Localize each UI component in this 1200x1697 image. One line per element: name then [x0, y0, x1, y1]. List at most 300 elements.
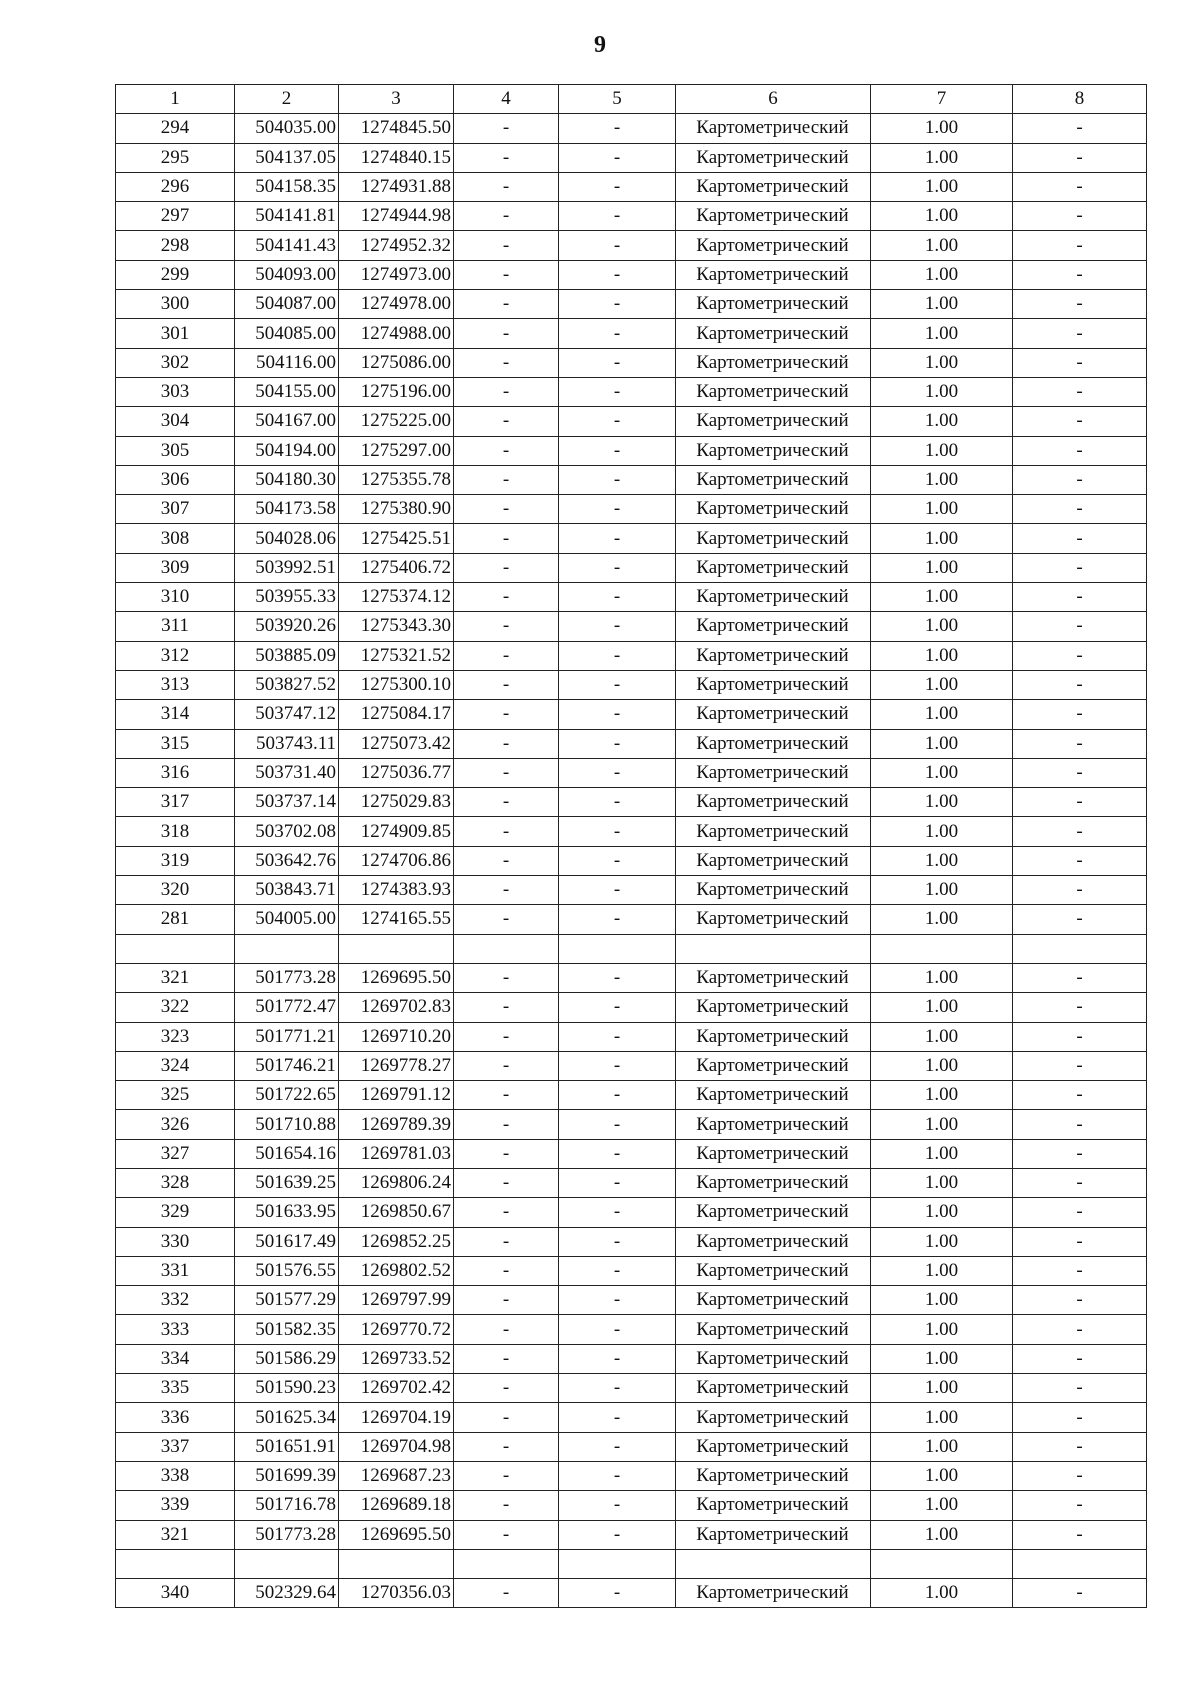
col-8-cell: - — [1013, 524, 1147, 553]
table-row — [116, 1461, 1147, 1490]
col-8-cell: - — [1013, 876, 1147, 905]
accuracy-cell: 1.00 — [871, 260, 1013, 289]
table-row — [116, 1139, 1147, 1168]
table-row — [116, 1315, 1147, 1344]
accuracy-cell: 1.00 — [871, 1344, 1013, 1373]
method-cell: Картометрический — [676, 114, 871, 143]
col-5-cell: - — [559, 963, 676, 992]
y-coordinate-cell: 1269695.50 — [339, 963, 454, 992]
y-coordinate-cell: 1275321.52 — [339, 641, 454, 670]
col-5-cell: - — [559, 1432, 676, 1461]
col-8-cell: - — [1013, 143, 1147, 172]
col-5-cell: - — [559, 290, 676, 319]
accuracy-cell: 1.00 — [871, 905, 1013, 934]
table-row — [116, 1081, 1147, 1110]
col-5-cell: - — [559, 495, 676, 524]
col-4-cell: - — [454, 143, 559, 172]
table-row — [116, 377, 1147, 406]
method-cell: Картометрический — [676, 963, 871, 992]
table-row — [116, 876, 1147, 905]
col-4-cell: - — [454, 729, 559, 758]
col-4-cell: - — [454, 788, 559, 817]
table-row — [116, 1344, 1147, 1373]
y-coordinate-cell: 1269689.18 — [339, 1491, 454, 1520]
col-4-cell: - — [454, 817, 559, 846]
col-8-cell: - — [1013, 1374, 1147, 1403]
point-number-cell: 296 — [116, 172, 235, 201]
x-coordinate-cell: 501716.78 — [235, 1491, 339, 1520]
col-4-cell — [454, 1549, 559, 1578]
y-coordinate-cell: 1274973.00 — [339, 260, 454, 289]
col-8-cell: - — [1013, 1403, 1147, 1432]
y-coordinate-cell: 1275380.90 — [339, 495, 454, 524]
y-coordinate-cell: 1275406.72 — [339, 553, 454, 582]
point-number-cell: 315 — [116, 729, 235, 758]
y-coordinate-cell: 1269802.52 — [339, 1256, 454, 1285]
col-8-cell: - — [1013, 1579, 1147, 1608]
col-5-cell: - — [559, 1579, 676, 1608]
y-coordinate-cell: 1269791.12 — [339, 1081, 454, 1110]
col-4-cell: - — [454, 905, 559, 934]
table-row — [116, 114, 1147, 143]
point-number-cell: 330 — [116, 1227, 235, 1256]
y-coordinate-cell: 1274952.32 — [339, 231, 454, 260]
y-coordinate-cell: 1269733.52 — [339, 1344, 454, 1373]
y-coordinate-cell: 1275425.51 — [339, 524, 454, 553]
col-8-cell: - — [1013, 641, 1147, 670]
x-coordinate-cell: 503743.11 — [235, 729, 339, 758]
col-4-cell: - — [454, 1256, 559, 1285]
table-row — [116, 817, 1147, 846]
method-cell: Картометрический — [676, 993, 871, 1022]
accuracy-cell: 1.00 — [871, 700, 1013, 729]
method-cell: Картометрический — [676, 1081, 871, 1110]
y-coordinate-cell: 1274988.00 — [339, 319, 454, 348]
col-5-cell: - — [559, 1198, 676, 1227]
point-number-cell: 329 — [116, 1198, 235, 1227]
col-8-cell: - — [1013, 1520, 1147, 1549]
table-row — [116, 670, 1147, 699]
col-5-cell: - — [559, 143, 676, 172]
point-number-cell: 326 — [116, 1110, 235, 1139]
col-8-cell: - — [1013, 1432, 1147, 1461]
col-5-cell: - — [559, 114, 676, 143]
method-cell: Картометрический — [676, 1139, 871, 1168]
col-5-cell: - — [559, 876, 676, 905]
point-number-cell: 323 — [116, 1022, 235, 1051]
x-coordinate-cell: 501639.25 — [235, 1168, 339, 1197]
col-5-cell: - — [559, 612, 676, 641]
col-4-cell — [454, 934, 559, 963]
point-number-cell: 298 — [116, 231, 235, 260]
accuracy-cell: 1.00 — [871, 729, 1013, 758]
accuracy-cell: 1.00 — [871, 846, 1013, 875]
point-number-cell: 312 — [116, 641, 235, 670]
y-coordinate-cell: 1274909.85 — [339, 817, 454, 846]
col-4-cell: - — [454, 172, 559, 201]
col-8-cell: - — [1013, 963, 1147, 992]
table-row — [116, 700, 1147, 729]
point-number-cell: 300 — [116, 290, 235, 319]
col-8-cell: - — [1013, 700, 1147, 729]
accuracy-cell: 1.00 — [871, 758, 1013, 787]
col-5-cell: - — [559, 846, 676, 875]
method-cell: Картометрический — [676, 758, 871, 787]
point-number-cell: 320 — [116, 876, 235, 905]
point-number-cell: 309 — [116, 553, 235, 582]
table-row — [116, 1256, 1147, 1285]
col-8-cell: - — [1013, 1227, 1147, 1256]
col-4-cell: - — [454, 1403, 559, 1432]
accuracy-cell: 1.00 — [871, 231, 1013, 260]
point-number-cell: 321 — [116, 963, 235, 992]
col-8-cell: - — [1013, 1198, 1147, 1227]
col-8-cell: - — [1013, 260, 1147, 289]
col-8-cell: - — [1013, 172, 1147, 201]
y-coordinate-cell: 1269778.27 — [339, 1051, 454, 1080]
method-cell: Картометрический — [676, 202, 871, 231]
method-cell: Картометрический — [676, 846, 871, 875]
col-8-cell: - — [1013, 114, 1147, 143]
x-coordinate-cell: 504028.06 — [235, 524, 339, 553]
col-4-cell: - — [454, 231, 559, 260]
accuracy-cell — [871, 1549, 1013, 1578]
y-coordinate-cell: 1275036.77 — [339, 758, 454, 787]
y-coordinate-cell: 1274944.98 — [339, 202, 454, 231]
col-8-cell: - — [1013, 202, 1147, 231]
y-coordinate-cell: 1275355.78 — [339, 465, 454, 494]
col-4-cell: - — [454, 1051, 559, 1080]
method-cell — [676, 1549, 871, 1578]
x-coordinate-cell: 504155.00 — [235, 377, 339, 406]
accuracy-cell: 1.00 — [871, 612, 1013, 641]
col-4-cell: - — [454, 1491, 559, 1520]
accuracy-cell: 1.00 — [871, 583, 1013, 612]
table-row — [116, 407, 1147, 436]
method-cell: Картометрический — [676, 612, 871, 641]
point-number-cell: 294 — [116, 114, 235, 143]
x-coordinate-cell: 504141.81 — [235, 202, 339, 231]
col-5-cell: - — [559, 377, 676, 406]
table-row — [116, 641, 1147, 670]
y-coordinate-cell: 1269695.50 — [339, 1520, 454, 1549]
column-header: 5 — [559, 85, 676, 114]
x-coordinate-cell: 503747.12 — [235, 700, 339, 729]
col-8-cell: - — [1013, 1051, 1147, 1080]
point-number-cell: 297 — [116, 202, 235, 231]
col-4-cell: - — [454, 993, 559, 1022]
col-8-cell: - — [1013, 1110, 1147, 1139]
col-5-cell: - — [559, 1286, 676, 1315]
y-coordinate-cell: 1270356.03 — [339, 1579, 454, 1608]
x-coordinate-cell — [235, 934, 339, 963]
point-number-cell: 322 — [116, 993, 235, 1022]
method-cell: Картометрический — [676, 553, 871, 582]
point-number-cell: 313 — [116, 670, 235, 699]
method-cell: Картометрический — [676, 495, 871, 524]
table-row — [116, 260, 1147, 289]
col-4-cell: - — [454, 1315, 559, 1344]
table-row — [116, 846, 1147, 875]
point-number-cell: 311 — [116, 612, 235, 641]
y-coordinate-cell: 1269781.03 — [339, 1139, 454, 1168]
method-cell: Картометрический — [676, 729, 871, 758]
col-4-cell: - — [454, 290, 559, 319]
y-coordinate-cell: 1275343.30 — [339, 612, 454, 641]
method-cell: Картометрический — [676, 1110, 871, 1139]
col-4-cell: - — [454, 963, 559, 992]
col-8-cell: - — [1013, 465, 1147, 494]
col-5-cell: - — [559, 319, 676, 348]
table-row — [116, 1051, 1147, 1080]
col-5-cell: - — [559, 641, 676, 670]
accuracy-cell: 1.00 — [871, 1198, 1013, 1227]
table-row — [116, 436, 1147, 465]
accuracy-cell: 1.00 — [871, 1227, 1013, 1256]
y-coordinate-cell: 1269806.24 — [339, 1168, 454, 1197]
table-row — [116, 1022, 1147, 1051]
col-4-cell: - — [454, 1081, 559, 1110]
point-number-cell — [116, 1549, 235, 1578]
accuracy-cell: 1.00 — [871, 319, 1013, 348]
table-row — [116, 1198, 1147, 1227]
table-row — [116, 319, 1147, 348]
col-4-cell: - — [454, 553, 559, 582]
method-cell: Картометрический — [676, 1344, 871, 1373]
accuracy-cell: 1.00 — [871, 1139, 1013, 1168]
table-row — [116, 1520, 1147, 1549]
y-coordinate-cell: 1269789.39 — [339, 1110, 454, 1139]
method-cell: Картометрический — [676, 641, 871, 670]
x-coordinate-cell: 504173.58 — [235, 495, 339, 524]
point-number-cell: 304 — [116, 407, 235, 436]
col-4-cell: - — [454, 1227, 559, 1256]
method-cell: Картометрический — [676, 524, 871, 553]
accuracy-cell: 1.00 — [871, 143, 1013, 172]
y-coordinate-cell: 1274840.15 — [339, 143, 454, 172]
col-5-cell: - — [559, 729, 676, 758]
col-8-cell: - — [1013, 377, 1147, 406]
table-row — [116, 963, 1147, 992]
col-5-cell: - — [559, 202, 676, 231]
x-coordinate-cell: 501577.29 — [235, 1286, 339, 1315]
col-8-cell — [1013, 934, 1147, 963]
page-number: 9 — [594, 32, 606, 58]
point-number-cell: 333 — [116, 1315, 235, 1344]
accuracy-cell: 1.00 — [871, 1022, 1013, 1051]
x-coordinate-cell: 501576.55 — [235, 1256, 339, 1285]
col-5-cell: - — [559, 1081, 676, 1110]
x-coordinate-cell: 501651.91 — [235, 1432, 339, 1461]
accuracy-cell: 1.00 — [871, 1081, 1013, 1110]
col-8-cell: - — [1013, 1344, 1147, 1373]
x-coordinate-cell: 501590.23 — [235, 1374, 339, 1403]
col-4-cell: - — [454, 495, 559, 524]
table-row — [116, 290, 1147, 319]
table-row — [116, 758, 1147, 787]
accuracy-cell: 1.00 — [871, 963, 1013, 992]
x-coordinate-cell: 504087.00 — [235, 290, 339, 319]
method-cell: Картометрический — [676, 700, 871, 729]
y-coordinate-cell: 1269702.42 — [339, 1374, 454, 1403]
col-5-cell: - — [559, 670, 676, 699]
accuracy-cell: 1.00 — [871, 876, 1013, 905]
point-number-cell: 327 — [116, 1139, 235, 1168]
x-coordinate-cell: 501772.47 — [235, 993, 339, 1022]
col-8-cell: - — [1013, 495, 1147, 524]
column-header: 7 — [871, 85, 1013, 114]
y-coordinate-cell: 1274978.00 — [339, 290, 454, 319]
point-number-cell: 295 — [116, 143, 235, 172]
accuracy-cell: 1.00 — [871, 436, 1013, 465]
accuracy-cell: 1.00 — [871, 202, 1013, 231]
method-cell: Картометрический — [676, 231, 871, 260]
method-cell: Картометрический — [676, 817, 871, 846]
y-coordinate-cell: 1269710.20 — [339, 1022, 454, 1051]
col-4-cell: - — [454, 1110, 559, 1139]
col-5-cell: - — [559, 231, 676, 260]
col-5-cell: - — [559, 1403, 676, 1432]
method-cell: Картометрический — [676, 1168, 871, 1197]
point-number-cell: 314 — [116, 700, 235, 729]
accuracy-cell: 1.00 — [871, 524, 1013, 553]
col-8-cell: - — [1013, 407, 1147, 436]
x-coordinate-cell: 504085.00 — [235, 319, 339, 348]
col-8-cell: - — [1013, 788, 1147, 817]
x-coordinate-cell: 502329.64 — [235, 1579, 339, 1608]
x-coordinate-cell: 501746.21 — [235, 1051, 339, 1080]
point-number-cell: 335 — [116, 1374, 235, 1403]
method-cell: Картометрический — [676, 348, 871, 377]
method-cell: Картометрический — [676, 407, 871, 436]
col-8-cell: - — [1013, 846, 1147, 875]
point-number-cell: 307 — [116, 495, 235, 524]
col-8-cell: - — [1013, 436, 1147, 465]
table-row — [116, 993, 1147, 1022]
y-coordinate-cell: 1275084.17 — [339, 700, 454, 729]
col-5-cell: - — [559, 1168, 676, 1197]
y-coordinate-cell: 1275225.00 — [339, 407, 454, 436]
accuracy-cell: 1.00 — [871, 1461, 1013, 1490]
col-8-cell: - — [1013, 758, 1147, 787]
accuracy-cell: 1.00 — [871, 1051, 1013, 1080]
col-5-cell — [559, 1549, 676, 1578]
col-4-cell: - — [454, 1344, 559, 1373]
accuracy-cell: 1.00 — [871, 1256, 1013, 1285]
table-row — [116, 1491, 1147, 1520]
col-8-cell: - — [1013, 993, 1147, 1022]
y-coordinate-cell: 1275374.12 — [339, 583, 454, 612]
point-number-cell: 337 — [116, 1432, 235, 1461]
col-8-cell: - — [1013, 729, 1147, 758]
accuracy-cell: 1.00 — [871, 1520, 1013, 1549]
accuracy-cell: 1.00 — [871, 1579, 1013, 1608]
point-number-cell: 319 — [116, 846, 235, 875]
x-coordinate-cell: 503737.14 — [235, 788, 339, 817]
col-8-cell: - — [1013, 817, 1147, 846]
method-cell: Картометрический — [676, 1520, 871, 1549]
x-coordinate-cell: 501617.49 — [235, 1227, 339, 1256]
col-5-cell: - — [559, 1315, 676, 1344]
x-coordinate-cell: 503920.26 — [235, 612, 339, 641]
accuracy-cell: 1.00 — [871, 348, 1013, 377]
x-coordinate-cell: 501633.95 — [235, 1198, 339, 1227]
col-4-cell: - — [454, 319, 559, 348]
point-number-cell: 321 — [116, 1520, 235, 1549]
accuracy-cell: 1.00 — [871, 993, 1013, 1022]
point-number-cell: 310 — [116, 583, 235, 612]
method-cell: Картометрический — [676, 436, 871, 465]
col-8-cell: - — [1013, 612, 1147, 641]
point-number-cell: 299 — [116, 260, 235, 289]
point-number-cell: 306 — [116, 465, 235, 494]
x-coordinate-cell: 501710.88 — [235, 1110, 339, 1139]
point-number-cell: 332 — [116, 1286, 235, 1315]
x-coordinate-cell: 501699.39 — [235, 1461, 339, 1490]
table-row — [116, 934, 1147, 963]
col-8-cell: - — [1013, 1461, 1147, 1490]
method-cell: Картометрический — [676, 260, 871, 289]
point-number-cell: 338 — [116, 1461, 235, 1490]
col-5-cell: - — [559, 465, 676, 494]
point-number-cell: 305 — [116, 436, 235, 465]
method-cell: Картометрический — [676, 1022, 871, 1051]
method-cell — [676, 934, 871, 963]
col-5-cell: - — [559, 1374, 676, 1403]
col-8-cell: - — [1013, 1168, 1147, 1197]
y-coordinate-cell: 1269770.72 — [339, 1315, 454, 1344]
point-number-cell: 340 — [116, 1579, 235, 1608]
point-number-cell: 316 — [116, 758, 235, 787]
col-5-cell: - — [559, 1051, 676, 1080]
x-coordinate-cell — [235, 1549, 339, 1578]
y-coordinate-cell: 1275086.00 — [339, 348, 454, 377]
table-row — [116, 202, 1147, 231]
col-4-cell: - — [454, 1168, 559, 1197]
y-coordinate-cell: 1269852.25 — [339, 1227, 454, 1256]
col-4-cell: - — [454, 407, 559, 436]
x-coordinate-cell: 503992.51 — [235, 553, 339, 582]
col-5-cell: - — [559, 172, 676, 201]
y-coordinate-cell: 1275029.83 — [339, 788, 454, 817]
table-row — [116, 495, 1147, 524]
col-8-cell: - — [1013, 319, 1147, 348]
table-row — [116, 172, 1147, 201]
col-5-cell: - — [559, 905, 676, 934]
col-4-cell: - — [454, 202, 559, 231]
accuracy-cell: 1.00 — [871, 114, 1013, 143]
col-4-cell: - — [454, 114, 559, 143]
x-coordinate-cell: 504005.00 — [235, 905, 339, 934]
point-number-cell: 301 — [116, 319, 235, 348]
y-coordinate-cell: 1275297.00 — [339, 436, 454, 465]
x-coordinate-cell: 504180.30 — [235, 465, 339, 494]
method-cell: Картометрический — [676, 1374, 871, 1403]
table-row — [116, 1286, 1147, 1315]
col-5-cell: - — [559, 407, 676, 436]
x-coordinate-cell: 501771.21 — [235, 1022, 339, 1051]
accuracy-cell: 1.00 — [871, 1374, 1013, 1403]
point-number-cell: 281 — [116, 905, 235, 934]
table-row — [116, 524, 1147, 553]
accuracy-cell: 1.00 — [871, 290, 1013, 319]
x-coordinate-cell: 504158.35 — [235, 172, 339, 201]
accuracy-cell: 1.00 — [871, 407, 1013, 436]
table-row — [116, 1227, 1147, 1256]
method-cell: Картометрический — [676, 143, 871, 172]
col-5-cell: - — [559, 583, 676, 612]
col-4-cell: - — [454, 1432, 559, 1461]
